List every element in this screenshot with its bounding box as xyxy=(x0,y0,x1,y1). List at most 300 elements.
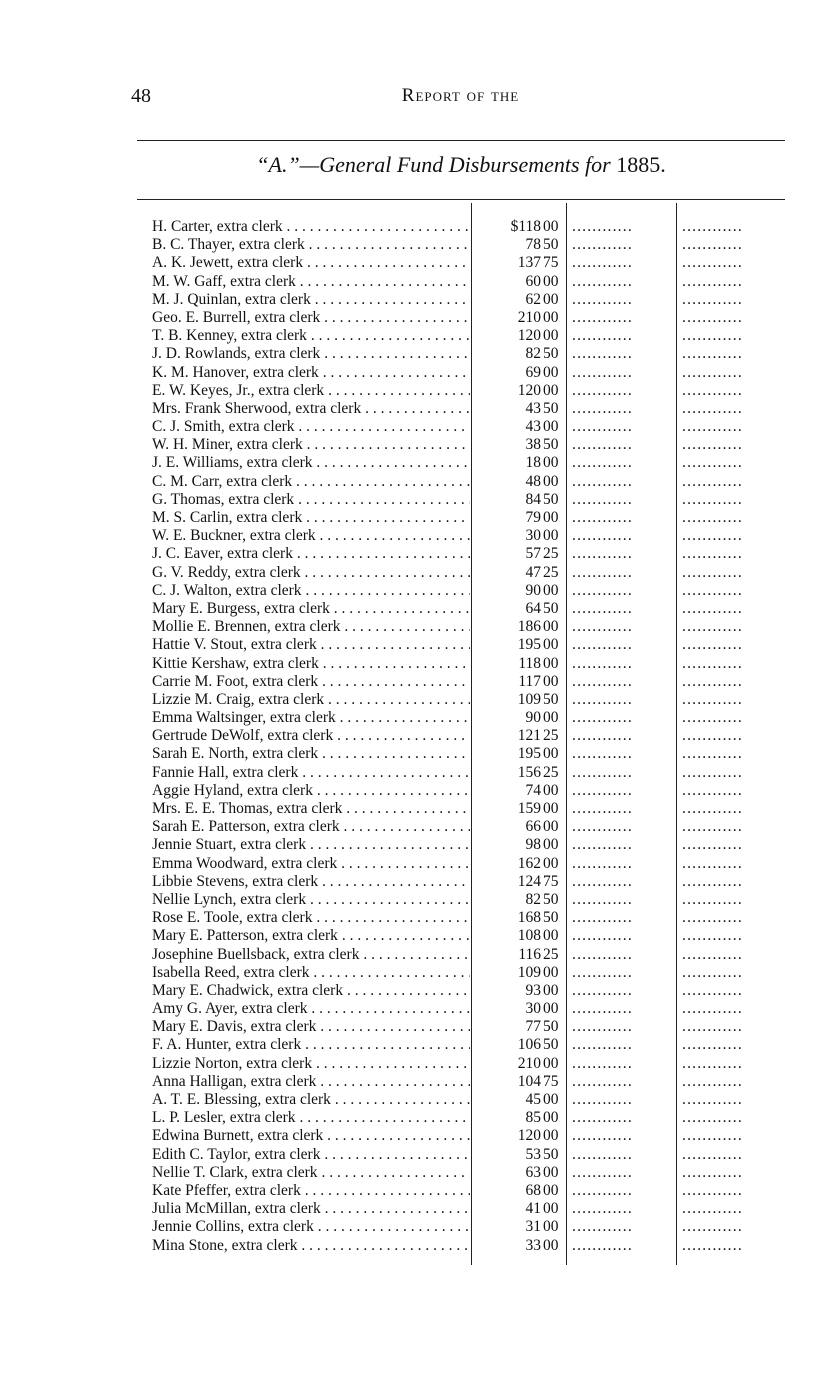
payee-name: J. D. Rowlands, extra clerk . . . xyxy=(152,345,470,363)
table-row xyxy=(0,509,831,527)
column-two-leader: ............ xyxy=(572,490,633,508)
payee-name: Isabella Reed, extra clerk . . . xyxy=(152,964,470,982)
amount-cents: 00 xyxy=(543,327,559,345)
payee-name: Edwina Burnett, extra clerk . . . xyxy=(152,1127,470,1145)
table-row xyxy=(0,1091,831,1109)
amount-cents: 75 xyxy=(543,254,559,272)
payee-name: Aggie Hyland, extra clerk . . . xyxy=(152,782,470,800)
amount-dollars: 43 xyxy=(525,418,541,436)
column-two-leader: ............ xyxy=(572,218,633,235)
column-three-leader: ............ xyxy=(682,836,743,854)
payee-name: A. K. Jewett, extra clerk . . . xyxy=(152,254,470,272)
amount-dollars: 90 xyxy=(525,709,541,727)
amount-dollars: 162 xyxy=(517,854,541,872)
column-two-leader: ............ xyxy=(572,1181,633,1199)
amount-dollars: 210 xyxy=(517,308,541,326)
column-three-leader: ............ xyxy=(682,1109,743,1127)
column-two-leader: ............ xyxy=(572,818,633,836)
column-three-leader: ............ xyxy=(682,254,743,272)
payee-name: L. P. Lesler, extra clerk . . . xyxy=(152,1109,470,1127)
column-three-leader: ............ xyxy=(682,800,743,817)
amount-dollars: 109 xyxy=(517,690,541,708)
column-three-leader: ............ xyxy=(682,308,743,326)
column-two-leader: ............ xyxy=(572,945,633,963)
amount-dollars: 84 xyxy=(525,490,541,508)
amount-dollars: 64 xyxy=(525,599,541,617)
amount-dollars: 108 xyxy=(517,927,541,945)
column-two-leader: ............ xyxy=(572,418,633,436)
column-two-leader: ............ xyxy=(572,800,633,817)
amount-dollars: 30 xyxy=(525,1000,541,1018)
amount-dollars: 82 xyxy=(525,345,541,363)
table-row xyxy=(0,782,831,800)
payee-name: Lizzie Norton, extra clerk . . . xyxy=(152,1055,470,1073)
table-title-year: 1885. xyxy=(616,152,666,177)
amount-cents: 00 xyxy=(543,218,559,235)
payee-name: H. Carter, extra clerk . . . xyxy=(152,218,470,236)
payee-name: Mary E. Davis, extra clerk . . . xyxy=(152,1018,470,1036)
amount-dollars: 31 xyxy=(525,1218,541,1236)
amount-dollars: 18 xyxy=(525,454,541,472)
amount-cents: 50 xyxy=(543,690,559,708)
payee-name: Mary E. Patterson, extra clerk . . . xyxy=(152,927,470,945)
column-two-leader: ............ xyxy=(572,1018,633,1036)
table-row xyxy=(0,400,831,418)
table-row xyxy=(0,1109,831,1127)
amount-dollars: 62 xyxy=(525,290,541,308)
payee-name: T. B. Kenney, extra clerk . . . xyxy=(152,327,470,345)
table-row xyxy=(0,1000,831,1018)
amount-cents: 50 xyxy=(543,599,559,617)
amount-dollars: 124 xyxy=(517,872,541,890)
amount-cents: 50 xyxy=(543,399,559,417)
column-three-leader: ............ xyxy=(682,1127,743,1145)
amount-cents: 00 xyxy=(543,836,559,854)
table-row xyxy=(0,673,831,691)
column-two-leader: ............ xyxy=(572,763,633,781)
payee-name: Amy G. Ayer, extra clerk . . . xyxy=(152,1000,470,1018)
column-two-leader: ............ xyxy=(572,545,633,563)
table-row xyxy=(0,745,831,763)
amount-cents: 50 xyxy=(543,909,559,927)
column-two-leader: ............ xyxy=(572,308,633,326)
column-three-leader: ............ xyxy=(682,927,743,945)
amount-dollars: 78 xyxy=(525,236,541,254)
amount-cents: 50 xyxy=(543,490,559,508)
payee-name: Libbie Stevens, extra clerk . . . xyxy=(152,873,470,891)
column-three-leader: ............ xyxy=(682,1018,743,1036)
amount-dollars: 33 xyxy=(525,1236,541,1254)
column-two-leader: ............ xyxy=(572,1218,633,1236)
table-row xyxy=(0,545,831,563)
column-three-leader: ............ xyxy=(682,1000,743,1018)
payee-name: Jennie Stuart, extra clerk . . . xyxy=(152,836,470,854)
amount-dollars: 118 xyxy=(518,654,541,672)
amount-cents: 00 xyxy=(543,927,559,945)
amount-dollars: 210 xyxy=(517,1054,541,1072)
column-two-leader: ............ xyxy=(572,236,633,254)
amount-dollars: 156 xyxy=(517,763,541,781)
table-row xyxy=(0,946,831,964)
column-two-leader: ............ xyxy=(572,927,633,945)
amount-cents: 00 xyxy=(543,963,559,981)
amount-dollars: 117 xyxy=(518,672,541,690)
amount-cents: 00 xyxy=(543,509,559,526)
amount-cents: 00 xyxy=(543,1163,559,1181)
payee-name: J. E. Williams, extra clerk . . . xyxy=(152,454,470,472)
payee-name: W. E. Buckner, extra clerk . . . xyxy=(152,527,470,545)
column-three-leader: ............ xyxy=(682,290,743,308)
table-row xyxy=(0,891,831,909)
column-three-leader: ............ xyxy=(682,1091,743,1108)
page-number: 48 xyxy=(131,85,151,107)
payee-name: Sarah E. Patterson, extra clerk . . . xyxy=(152,818,470,836)
amount-cents: 50 xyxy=(543,345,559,363)
column-three-leader: ............ xyxy=(682,327,743,345)
column-three-leader: ............ xyxy=(682,818,743,836)
amount-cents: 00 xyxy=(543,1218,559,1236)
amount-dollars: 116 xyxy=(518,945,541,963)
payee-name: Lizzie M. Craig, extra clerk . . . xyxy=(152,691,470,709)
column-three-leader: ............ xyxy=(682,727,743,745)
column-three-leader: ............ xyxy=(682,381,743,399)
amount-dollars: 120 xyxy=(517,1127,541,1145)
amount-cents: 00 xyxy=(543,581,559,599)
amount-cents: 25 xyxy=(543,945,559,963)
amount-cents: 00 xyxy=(543,308,559,326)
amount-cents: 00 xyxy=(543,1091,559,1108)
payee-name: B. C. Thayer, extra clerk . . . xyxy=(152,236,470,254)
amount-dollars: 98 xyxy=(525,836,541,854)
amount-dollars: 82 xyxy=(525,890,541,908)
column-two-leader: ............ xyxy=(572,1145,633,1163)
amount-cents: 50 xyxy=(543,436,559,454)
column-three-leader: ............ xyxy=(682,454,743,472)
amount-cents: 00 xyxy=(543,745,559,763)
column-three-leader: ............ xyxy=(682,436,743,454)
amount-dollars: 45 xyxy=(525,1091,541,1108)
table-row xyxy=(0,491,831,509)
top-rule xyxy=(137,140,785,141)
table-row xyxy=(0,273,831,291)
table-row xyxy=(0,1127,831,1145)
table-row xyxy=(0,291,831,309)
running-head: Report of the xyxy=(401,85,520,106)
column-two-leader: ............ xyxy=(572,1163,633,1181)
amount-cents: 00 xyxy=(543,981,559,999)
amount-dollars: 69 xyxy=(525,363,541,381)
payee-name: Edith C. Taylor, extra clerk . . . xyxy=(152,1146,470,1164)
column-three-leader: ............ xyxy=(682,672,743,690)
table-row xyxy=(0,618,831,636)
table-row xyxy=(0,218,831,236)
payee-name: Nellie Lynch, extra clerk . . . xyxy=(152,891,470,909)
amount-cents: 00 xyxy=(543,418,559,436)
column-three-leader: ............ xyxy=(682,709,743,727)
table-row xyxy=(0,982,831,1000)
table-row xyxy=(0,709,831,727)
table-row xyxy=(0,418,831,436)
payee-name: C. M. Carr, extra clerk . . . xyxy=(152,473,470,491)
payee-name: G. V. Reddy, extra clerk . . . xyxy=(152,564,470,582)
amount-dollars: $118 xyxy=(510,218,541,235)
amount-cents: 00 xyxy=(543,800,559,817)
payee-name: Mollie E. Brennen, extra clerk . . . xyxy=(152,618,470,636)
table-row xyxy=(0,764,831,782)
column-three-leader: ............ xyxy=(682,618,743,636)
payee-name: M. S. Carlin, extra clerk . . . xyxy=(152,509,470,527)
payee-name: Mrs. Frank Sherwood, extra clerk . . . xyxy=(152,400,470,418)
table-row xyxy=(0,836,831,854)
table-row xyxy=(0,1018,831,1036)
payee-name: M. J. Quinlan, extra clerk . . . xyxy=(152,291,470,309)
table-row xyxy=(0,600,831,618)
amount-dollars: 106 xyxy=(517,1036,541,1054)
column-two-leader: ............ xyxy=(572,636,633,654)
table-row xyxy=(0,1146,831,1164)
column-three-leader: ............ xyxy=(682,781,743,799)
amount-cents: 00 xyxy=(543,381,559,399)
amount-cents: 00 xyxy=(543,290,559,308)
payee-name: Mina Stone, extra clerk . . . xyxy=(152,1237,470,1255)
amount-dollars: 186 xyxy=(517,618,541,636)
column-two-leader: ............ xyxy=(572,509,633,526)
amount-cents: 25 xyxy=(543,727,559,745)
column-two-leader: ............ xyxy=(572,254,633,272)
column-three-leader: ............ xyxy=(682,1236,743,1254)
table-row xyxy=(0,1182,831,1200)
column-two-leader: ............ xyxy=(572,327,633,345)
column-two-leader: ............ xyxy=(572,981,633,999)
table-row xyxy=(0,1055,831,1073)
amount-dollars: 79 xyxy=(525,509,541,526)
table-row xyxy=(0,364,831,382)
table-row xyxy=(0,1237,831,1255)
column-three-leader: ............ xyxy=(682,236,743,254)
table-row xyxy=(0,927,831,945)
column-two-leader: ............ xyxy=(572,745,633,763)
column-three-leader: ............ xyxy=(682,545,743,563)
payee-name: Mary E. Chadwick, extra clerk . . . xyxy=(152,982,470,1000)
amount-cents: 00 xyxy=(543,1054,559,1072)
payee-name: C. J. Walton, extra clerk . . . xyxy=(152,582,470,600)
amount-cents: 00 xyxy=(543,781,559,799)
amount-dollars: 53 xyxy=(525,1145,541,1163)
column-three-leader: ............ xyxy=(682,581,743,599)
column-three-leader: ............ xyxy=(682,1036,743,1054)
bottom-rule xyxy=(137,199,785,200)
column-three-leader: ............ xyxy=(682,527,743,545)
amount-dollars: 57 xyxy=(525,545,541,563)
amount-cents: 50 xyxy=(543,236,559,254)
column-two-leader: ............ xyxy=(572,618,633,636)
disbursement-rows xyxy=(0,218,831,1255)
amount-dollars: 41 xyxy=(525,1200,541,1218)
column-two-leader: ............ xyxy=(572,709,633,727)
column-two-leader: ............ xyxy=(572,781,633,799)
amount-dollars: 168 xyxy=(517,909,541,927)
column-three-leader: ............ xyxy=(682,1072,743,1090)
amount-cents: 00 xyxy=(543,672,559,690)
column-three-leader: ............ xyxy=(682,1200,743,1218)
column-two-leader: ............ xyxy=(572,1091,633,1108)
amount-dollars: 120 xyxy=(517,327,541,345)
amount-cents: 75 xyxy=(543,1072,559,1090)
table-row xyxy=(0,564,831,582)
column-three-leader: ............ xyxy=(682,563,743,581)
amount-cents: 00 xyxy=(543,618,559,636)
amount-dollars: 120 xyxy=(517,381,541,399)
amount-cents: 50 xyxy=(543,1145,559,1163)
column-two-leader: ............ xyxy=(572,727,633,745)
table-row xyxy=(0,873,831,891)
amount-cents: 00 xyxy=(543,472,559,490)
payee-name: Rose E. Toole, extra clerk . . . xyxy=(152,909,470,927)
column-two-leader: ............ xyxy=(572,1054,633,1072)
table-row xyxy=(0,309,831,327)
table-row xyxy=(0,855,831,873)
column-two-leader: ............ xyxy=(572,381,633,399)
payee-name: Emma Waltsinger, extra clerk . . . xyxy=(152,709,470,727)
amount-dollars: 90 xyxy=(525,581,541,599)
column-three-leader: ............ xyxy=(682,854,743,872)
amount-cents: 00 xyxy=(543,1236,559,1254)
column-two-leader: ............ xyxy=(572,872,633,890)
amount-dollars: 38 xyxy=(525,436,541,454)
table-row xyxy=(0,473,831,491)
column-three-leader: ............ xyxy=(682,981,743,999)
column-three-leader: ............ xyxy=(682,1163,743,1181)
payee-name: Gertrude DeWolf, extra clerk . . . xyxy=(152,727,470,745)
amount-cents: 00 xyxy=(543,818,559,836)
amount-dollars: 60 xyxy=(525,272,541,290)
payee-name: K. M. Hanover, extra clerk . . . xyxy=(152,364,470,382)
table-row xyxy=(0,964,831,982)
table-row xyxy=(0,327,831,345)
column-two-leader: ............ xyxy=(572,654,633,672)
column-three-leader: ............ xyxy=(682,399,743,417)
amount-dollars: 68 xyxy=(525,1181,541,1199)
table-row xyxy=(0,254,831,272)
payee-name: Emma Woodward, extra clerk . . . xyxy=(152,855,470,873)
table-title-quote: “A.”— xyxy=(256,152,320,177)
amount-cents: 00 xyxy=(543,527,559,545)
column-two-leader: ............ xyxy=(572,963,633,981)
amount-cents: 50 xyxy=(543,1018,559,1036)
amount-dollars: 85 xyxy=(525,1109,541,1127)
amount-cents: 00 xyxy=(543,709,559,727)
column-two-leader: ............ xyxy=(572,672,633,690)
table-row xyxy=(0,382,831,400)
amount-cents: 00 xyxy=(543,854,559,872)
column-three-leader: ............ xyxy=(682,945,743,963)
table-row xyxy=(0,345,831,363)
payee-name: Anna Halligan, extra clerk . . . xyxy=(152,1073,470,1091)
column-three-leader: ............ xyxy=(682,418,743,436)
table-row xyxy=(0,909,831,927)
column-three-leader: ............ xyxy=(682,272,743,290)
column-three-leader: ............ xyxy=(682,1145,743,1163)
table-row xyxy=(0,1036,831,1054)
amount-cents: 50 xyxy=(543,890,559,908)
column-three-leader: ............ xyxy=(682,472,743,490)
payee-name: Jennie Collins, extra clerk . . . xyxy=(152,1218,470,1236)
column-two-leader: ............ xyxy=(572,363,633,381)
amount-dollars: 48 xyxy=(525,472,541,490)
table-row xyxy=(0,527,831,545)
amount-dollars: 30 xyxy=(525,527,541,545)
column-three-leader: ............ xyxy=(682,218,743,235)
column-two-leader: ............ xyxy=(572,1109,633,1127)
column-three-leader: ............ xyxy=(682,1218,743,1236)
amount-cents: 00 xyxy=(543,654,559,672)
table-row xyxy=(0,655,831,673)
table-row xyxy=(0,1200,831,1218)
payee-name: Nellie T. Clark, extra clerk . . . xyxy=(152,1164,470,1182)
payee-name: Kate Pfeffer, extra clerk . . . xyxy=(152,1182,470,1200)
column-three-leader: ............ xyxy=(682,745,743,763)
column-two-leader: ............ xyxy=(572,563,633,581)
table-row xyxy=(0,818,831,836)
payee-name: Josephine Buellsback, extra clerk . . . xyxy=(152,946,470,964)
amount-cents: 00 xyxy=(543,1127,559,1145)
table-row xyxy=(0,800,831,818)
column-two-leader: ............ xyxy=(572,436,633,454)
column-two-leader: ............ xyxy=(572,1236,633,1254)
amount-cents: 00 xyxy=(543,1181,559,1199)
amount-cents: 25 xyxy=(543,545,559,563)
column-three-leader: ............ xyxy=(682,1181,743,1199)
amount-dollars: 63 xyxy=(525,1163,541,1181)
table-row xyxy=(0,236,831,254)
table-row xyxy=(0,582,831,600)
payee-name: Sarah E. North, extra clerk . . . xyxy=(152,745,470,763)
table-row xyxy=(0,1073,831,1091)
column-two-leader: ............ xyxy=(572,1200,633,1218)
column-three-leader: ............ xyxy=(682,363,743,381)
payee-name: C. J. Smith, extra clerk . . . xyxy=(152,418,470,436)
table-row xyxy=(0,691,831,709)
payee-name: W. H. Miner, extra clerk . . . xyxy=(152,436,470,454)
table-title-text: General Fund Disbursements for xyxy=(319,152,611,177)
amount-cents: 75 xyxy=(543,872,559,890)
column-two-leader: ............ xyxy=(572,1127,633,1145)
payee-name: Hattie V. Stout, extra clerk . . . xyxy=(152,636,470,654)
table-row xyxy=(0,636,831,654)
column-three-leader: ............ xyxy=(682,636,743,654)
column-three-leader: ............ xyxy=(682,690,743,708)
amount-dollars: 93 xyxy=(525,981,541,999)
amount-cents: 50 xyxy=(543,1036,559,1054)
amount-dollars: 159 xyxy=(517,800,541,817)
amount-dollars: 47 xyxy=(525,563,541,581)
payee-name: Geo. E. Burrell, extra clerk . . . xyxy=(152,309,470,327)
column-three-leader: ............ xyxy=(682,490,743,508)
amount-cents: 00 xyxy=(543,363,559,381)
column-three-leader: ............ xyxy=(682,1054,743,1072)
column-two-leader: ............ xyxy=(572,527,633,545)
amount-cents: 00 xyxy=(543,454,559,472)
table-row xyxy=(0,1164,831,1182)
amount-dollars: 109 xyxy=(517,963,541,981)
column-two-leader: ............ xyxy=(572,599,633,617)
amount-dollars: 74 xyxy=(525,781,541,799)
column-three-leader: ............ xyxy=(682,890,743,908)
payee-name: Carrie M. Foot, extra clerk . . . xyxy=(152,673,470,691)
table-title xyxy=(137,152,785,178)
column-two-leader: ............ xyxy=(572,890,633,908)
table-row xyxy=(0,1218,831,1236)
